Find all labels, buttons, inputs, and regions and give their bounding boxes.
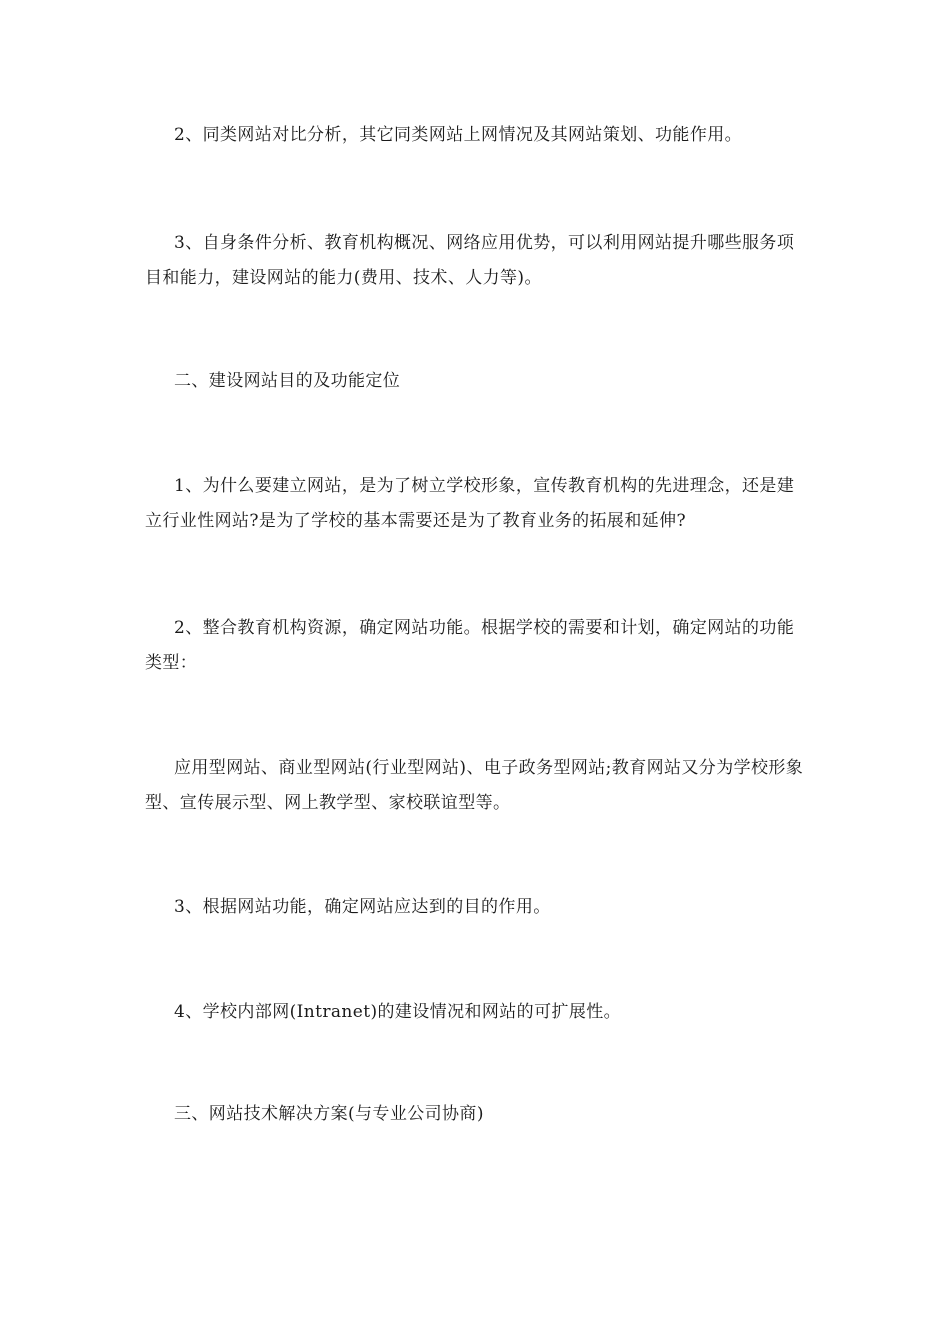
paragraph-integrate-resources: 2、整合教育机构资源，确定网站功能。根据学校的需要和计划，确定网站的功能类型： [145, 618, 795, 673]
paragraph-goals: 3、根据网站功能，确定网站应达到的目的作用。 [174, 897, 551, 917]
section-heading-purpose: 二、建设网站目的及功能定位 [174, 371, 401, 391]
paragraph-site-types: 应用型网站、商业型网站(行业型网站)、电子政务型网站;教育网站又分为学校形象型、宣传展示型、网上教学型、家校联谊型等。 [145, 758, 804, 813]
paragraph-competitor-analysis: 2、同类网站对比分析，其它同类网站上网情况及其网站策划、功能作用。 [174, 125, 743, 145]
section-heading-technical-solution: 三、网站技术解决方案(与专业公司协商) [174, 1104, 484, 1124]
paragraph-intranet: 4、学校内部网(Intranet)的建设情况和网站的可扩展性。 [174, 1002, 622, 1022]
paragraph-why-build: 1、为什么要建立网站，是为了树立学校形象，宣传教育机构的先进理念，还是建立行业性网站?是为了学校的基本需要还是为了教育业务的拓展和延伸? [145, 476, 795, 531]
paragraph-self-analysis: 3、自身条件分析、教育机构概况、网络应用优势，可以利用网站提升哪些服务项目和能力，建设网站的能力(费用、技术、人力等)。 [145, 233, 795, 288]
